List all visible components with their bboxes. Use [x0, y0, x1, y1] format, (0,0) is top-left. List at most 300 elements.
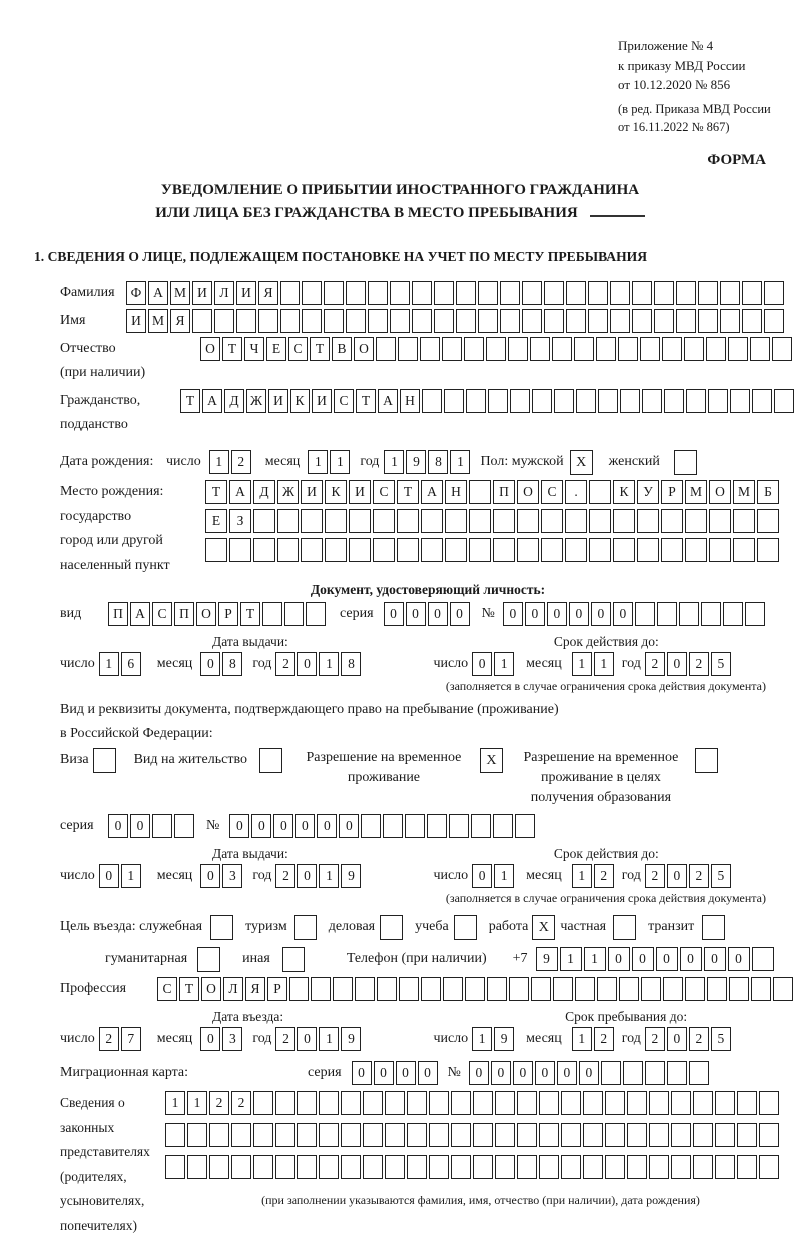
char-cell[interactable]	[605, 1123, 625, 1147]
char-cell[interactable]: 0	[667, 864, 687, 888]
char-cell[interactable]	[165, 1123, 185, 1147]
char-cell[interactable]	[493, 814, 513, 838]
char-cell[interactable]	[407, 1155, 427, 1179]
char-cell[interactable]: 0	[491, 1061, 511, 1085]
gender-male-checkbox[interactable]: X	[570, 450, 593, 475]
char-cell[interactable]: А	[148, 281, 168, 305]
char-cell[interactable]	[706, 337, 726, 361]
char-cell[interactable]	[635, 602, 655, 626]
char-cell[interactable]	[662, 337, 682, 361]
char-cell[interactable]: 0	[428, 602, 448, 626]
char-cell[interactable]: Р	[661, 480, 683, 504]
char-cell[interactable]	[429, 1091, 449, 1115]
visa-checkbox[interactable]	[93, 748, 116, 773]
char-cell[interactable]: 0	[200, 652, 220, 676]
char-cell[interactable]: Я	[170, 309, 190, 333]
char-cell[interactable]	[689, 1061, 709, 1085]
char-cell[interactable]	[642, 389, 662, 413]
char-cell[interactable]	[325, 509, 347, 533]
char-cell[interactable]: 1	[319, 864, 339, 888]
char-cell[interactable]	[693, 1123, 713, 1147]
char-cell[interactable]	[588, 281, 608, 305]
char-cell[interactable]	[588, 309, 608, 333]
char-cell[interactable]: 0	[557, 1061, 577, 1085]
char-cell[interactable]	[589, 480, 611, 504]
char-cell[interactable]	[757, 509, 779, 533]
purpose-transit-checkbox[interactable]	[702, 915, 725, 940]
char-cell[interactable]: 0	[608, 947, 630, 971]
char-cell[interactable]: Т	[180, 389, 200, 413]
char-cell[interactable]	[333, 977, 353, 1001]
char-cell[interactable]	[445, 509, 467, 533]
char-cell[interactable]	[632, 281, 652, 305]
char-cell[interactable]: 1	[572, 652, 592, 676]
char-cell[interactable]	[253, 509, 275, 533]
char-cell[interactable]: З	[229, 509, 251, 533]
char-cell[interactable]	[319, 1091, 339, 1115]
char-cell[interactable]	[667, 1061, 687, 1085]
char-cell[interactable]	[737, 1123, 757, 1147]
char-cell[interactable]	[610, 309, 630, 333]
char-cell[interactable]: А	[378, 389, 398, 413]
char-cell[interactable]: 0	[632, 947, 654, 971]
char-cell[interactable]: 1	[584, 947, 606, 971]
gender-female-checkbox[interactable]	[674, 450, 697, 475]
char-cell[interactable]: 2	[594, 1027, 614, 1051]
char-cell[interactable]: И	[312, 389, 332, 413]
char-cell[interactable]	[397, 509, 419, 533]
char-cell[interactable]	[165, 1155, 185, 1179]
char-cell[interactable]: С	[288, 337, 308, 361]
char-cell[interactable]	[601, 1061, 621, 1085]
char-cell[interactable]: 0	[525, 602, 545, 626]
char-cell[interactable]: 0	[569, 602, 589, 626]
char-cell[interactable]	[383, 814, 403, 838]
char-cell[interactable]	[405, 814, 425, 838]
char-cell[interactable]	[649, 1091, 669, 1115]
char-cell[interactable]: И	[126, 309, 146, 333]
char-cell[interactable]	[613, 509, 635, 533]
char-cell[interactable]	[733, 538, 755, 562]
char-cell[interactable]	[444, 389, 464, 413]
char-cell[interactable]: 8	[428, 450, 448, 474]
char-cell[interactable]: 6	[121, 652, 141, 676]
char-cell[interactable]: 1	[494, 652, 514, 676]
char-cell[interactable]	[209, 1123, 229, 1147]
char-cell[interactable]: Ж	[277, 480, 299, 504]
char-cell[interactable]	[671, 1123, 691, 1147]
char-cell[interactable]	[576, 389, 596, 413]
char-cell[interactable]	[407, 1091, 427, 1115]
char-cell[interactable]	[500, 281, 520, 305]
char-cell[interactable]: М	[685, 480, 707, 504]
char-cell[interactable]	[397, 538, 419, 562]
char-cell[interactable]	[742, 309, 762, 333]
char-cell[interactable]	[627, 1123, 647, 1147]
char-cell[interactable]	[640, 337, 660, 361]
char-cell[interactable]	[772, 337, 792, 361]
char-cell[interactable]	[605, 1155, 625, 1179]
purpose-other-checkbox[interactable]	[282, 947, 305, 972]
char-cell[interactable]	[443, 977, 463, 1001]
char-cell[interactable]	[752, 947, 774, 971]
char-cell[interactable]: 0	[472, 652, 492, 676]
char-cell[interactable]	[774, 389, 794, 413]
char-cell[interactable]: А	[202, 389, 222, 413]
char-cell[interactable]	[510, 389, 530, 413]
char-cell[interactable]	[589, 538, 611, 562]
char-cell[interactable]: И	[192, 281, 212, 305]
char-cell[interactable]: 1	[319, 652, 339, 676]
char-cell[interactable]	[486, 337, 506, 361]
char-cell[interactable]	[759, 1123, 779, 1147]
char-cell[interactable]: .	[565, 480, 587, 504]
char-cell[interactable]: М	[170, 281, 190, 305]
char-cell[interactable]	[421, 538, 443, 562]
char-cell[interactable]	[764, 281, 784, 305]
char-cell[interactable]: Т	[310, 337, 330, 361]
char-cell[interactable]	[412, 309, 432, 333]
char-cell[interactable]	[289, 977, 309, 1001]
char-cell[interactable]: 0	[297, 1027, 317, 1051]
char-cell[interactable]	[187, 1155, 207, 1179]
char-cell[interactable]: Ж	[246, 389, 266, 413]
char-cell[interactable]: К	[290, 389, 310, 413]
char-cell[interactable]: А	[130, 602, 150, 626]
char-cell[interactable]: 0	[339, 814, 359, 838]
char-cell[interactable]	[427, 814, 447, 838]
char-cell[interactable]	[493, 538, 515, 562]
char-cell[interactable]	[610, 281, 630, 305]
char-cell[interactable]: Т	[240, 602, 260, 626]
char-cell[interactable]: 2	[231, 450, 251, 474]
char-cell[interactable]	[355, 977, 375, 1001]
char-cell[interactable]: 0	[317, 814, 337, 838]
char-cell[interactable]	[566, 309, 586, 333]
char-cell[interactable]	[517, 1155, 537, 1179]
char-cell[interactable]	[174, 814, 194, 838]
char-cell[interactable]	[649, 1155, 669, 1179]
char-cell[interactable]	[385, 1155, 405, 1179]
char-cell[interactable]	[495, 1123, 515, 1147]
char-cell[interactable]	[363, 1123, 383, 1147]
char-cell[interactable]: 2	[689, 1027, 709, 1051]
char-cell[interactable]	[709, 509, 731, 533]
char-cell[interactable]	[449, 814, 469, 838]
char-cell[interactable]: И	[236, 281, 256, 305]
char-cell[interactable]	[618, 337, 638, 361]
char-cell[interactable]: 2	[645, 1027, 665, 1051]
char-cell[interactable]	[530, 337, 550, 361]
char-cell[interactable]	[390, 309, 410, 333]
char-cell[interactable]	[451, 1091, 471, 1115]
char-cell[interactable]	[324, 281, 344, 305]
char-cell[interactable]	[253, 538, 275, 562]
char-cell[interactable]	[539, 1123, 559, 1147]
char-cell[interactable]: Я	[258, 281, 278, 305]
char-cell[interactable]	[399, 977, 419, 1001]
char-cell[interactable]	[554, 389, 574, 413]
char-cell[interactable]	[421, 509, 443, 533]
char-cell[interactable]	[637, 509, 659, 533]
char-cell[interactable]: А	[421, 480, 443, 504]
purpose-study-checkbox[interactable]	[454, 915, 477, 940]
char-cell[interactable]	[685, 509, 707, 533]
char-cell[interactable]	[701, 602, 721, 626]
char-cell[interactable]: М	[148, 309, 168, 333]
char-cell[interactable]: 0	[251, 814, 271, 838]
char-cell[interactable]: 0	[108, 814, 128, 838]
char-cell[interactable]	[420, 337, 440, 361]
char-cell[interactable]: Н	[445, 480, 467, 504]
char-cell[interactable]: К	[325, 480, 347, 504]
char-cell[interactable]	[605, 1091, 625, 1115]
char-cell[interactable]: 0	[469, 1061, 489, 1085]
char-cell[interactable]: 2	[645, 864, 665, 888]
char-cell[interactable]	[469, 509, 491, 533]
char-cell[interactable]	[661, 509, 683, 533]
char-cell[interactable]: 1	[99, 652, 119, 676]
char-cell[interactable]: Д	[224, 389, 244, 413]
char-cell[interactable]: 2	[645, 652, 665, 676]
char-cell[interactable]	[598, 389, 618, 413]
char-cell[interactable]	[686, 389, 706, 413]
char-cell[interactable]	[205, 538, 227, 562]
char-cell[interactable]: Р	[267, 977, 287, 1001]
char-cell[interactable]	[275, 1091, 295, 1115]
char-cell[interactable]: 0	[406, 602, 426, 626]
char-cell[interactable]	[277, 509, 299, 533]
char-cell[interactable]	[473, 1155, 493, 1179]
char-cell[interactable]	[671, 1091, 691, 1115]
char-cell[interactable]	[275, 1155, 295, 1179]
char-cell[interactable]: 9	[406, 450, 426, 474]
char-cell[interactable]: 9	[536, 947, 558, 971]
char-cell[interactable]	[720, 281, 740, 305]
char-cell[interactable]: 7	[121, 1027, 141, 1051]
char-cell[interactable]	[275, 1123, 295, 1147]
char-cell[interactable]	[517, 1091, 537, 1115]
char-cell[interactable]	[434, 281, 454, 305]
char-cell[interactable]	[715, 1155, 735, 1179]
char-cell[interactable]: С	[373, 480, 395, 504]
char-cell[interactable]	[708, 389, 728, 413]
char-cell[interactable]	[349, 538, 371, 562]
char-cell[interactable]	[412, 281, 432, 305]
char-cell[interactable]	[539, 1091, 559, 1115]
char-cell[interactable]: Л	[223, 977, 243, 1001]
char-cell[interactable]: 0	[472, 864, 492, 888]
char-cell[interactable]	[363, 1155, 383, 1179]
char-cell[interactable]	[730, 389, 750, 413]
char-cell[interactable]	[728, 337, 748, 361]
char-cell[interactable]	[561, 1155, 581, 1179]
char-cell[interactable]: 8	[341, 652, 361, 676]
char-cell[interactable]	[685, 977, 705, 1001]
char-cell[interactable]: И	[268, 389, 288, 413]
char-cell[interactable]	[311, 977, 331, 1001]
char-cell[interactable]	[552, 337, 572, 361]
char-cell[interactable]	[752, 389, 772, 413]
char-cell[interactable]	[597, 977, 617, 1001]
char-cell[interactable]	[473, 1123, 493, 1147]
char-cell[interactable]	[737, 1091, 757, 1115]
char-cell[interactable]: С	[541, 480, 563, 504]
char-cell[interactable]	[627, 1091, 647, 1115]
char-cell[interactable]	[509, 977, 529, 1001]
char-cell[interactable]	[277, 538, 299, 562]
char-cell[interactable]	[657, 602, 677, 626]
char-cell[interactable]	[469, 480, 491, 504]
char-cell[interactable]	[750, 337, 770, 361]
char-cell[interactable]	[583, 1123, 603, 1147]
char-cell[interactable]	[302, 309, 322, 333]
char-cell[interactable]	[493, 509, 515, 533]
char-cell[interactable]	[589, 509, 611, 533]
char-cell[interactable]	[377, 977, 397, 1001]
char-cell[interactable]	[654, 281, 674, 305]
char-cell[interactable]: 0	[295, 814, 315, 838]
char-cell[interactable]	[637, 538, 659, 562]
char-cell[interactable]	[456, 309, 476, 333]
char-cell[interactable]	[623, 1061, 643, 1085]
char-cell[interactable]	[319, 1123, 339, 1147]
char-cell[interactable]: В	[332, 337, 352, 361]
char-cell[interactable]	[517, 509, 539, 533]
char-cell[interactable]	[469, 538, 491, 562]
char-cell[interactable]	[583, 1155, 603, 1179]
purpose-private-checkbox[interactable]	[613, 915, 636, 940]
char-cell[interactable]	[363, 1091, 383, 1115]
char-cell[interactable]	[539, 1155, 559, 1179]
char-cell[interactable]	[544, 281, 564, 305]
char-cell[interactable]	[757, 538, 779, 562]
char-cell[interactable]: С	[334, 389, 354, 413]
char-cell[interactable]	[742, 281, 762, 305]
char-cell[interactable]	[302, 281, 322, 305]
char-cell[interactable]	[759, 1155, 779, 1179]
char-cell[interactable]: 1	[594, 652, 614, 676]
char-cell[interactable]	[262, 602, 282, 626]
char-cell[interactable]	[517, 538, 539, 562]
char-cell[interactable]	[709, 538, 731, 562]
char-cell[interactable]: 2	[209, 1091, 229, 1115]
char-cell[interactable]	[693, 1091, 713, 1115]
char-cell[interactable]: 1	[560, 947, 582, 971]
char-cell[interactable]	[649, 1123, 669, 1147]
char-cell[interactable]	[495, 1091, 515, 1115]
char-cell[interactable]	[341, 1155, 361, 1179]
char-cell[interactable]: И	[349, 480, 371, 504]
char-cell[interactable]	[390, 281, 410, 305]
char-cell[interactable]: И	[301, 480, 323, 504]
char-cell[interactable]: 1	[472, 1027, 492, 1051]
char-cell[interactable]: 0	[450, 602, 470, 626]
residence-permit-checkbox[interactable]	[259, 748, 282, 773]
char-cell[interactable]	[297, 1123, 317, 1147]
char-cell[interactable]: 9	[494, 1027, 514, 1051]
char-cell[interactable]	[421, 977, 441, 1001]
char-cell[interactable]: Т	[222, 337, 242, 361]
char-cell[interactable]: 9	[341, 1027, 361, 1051]
char-cell[interactable]	[471, 814, 491, 838]
char-cell[interactable]	[442, 337, 462, 361]
char-cell[interactable]: Д	[253, 480, 275, 504]
char-cell[interactable]	[301, 509, 323, 533]
char-cell[interactable]: Ч	[244, 337, 264, 361]
char-cell[interactable]	[508, 337, 528, 361]
char-cell[interactable]: 1	[308, 450, 328, 474]
char-cell[interactable]	[574, 337, 594, 361]
char-cell[interactable]	[373, 538, 395, 562]
char-cell[interactable]: 0	[513, 1061, 533, 1085]
char-cell[interactable]	[715, 1123, 735, 1147]
char-cell[interactable]: О	[517, 480, 539, 504]
char-cell[interactable]	[368, 281, 388, 305]
char-cell[interactable]	[522, 309, 542, 333]
char-cell[interactable]: О	[354, 337, 374, 361]
char-cell[interactable]: М	[733, 480, 755, 504]
char-cell[interactable]	[487, 977, 507, 1001]
char-cell[interactable]: 0	[591, 602, 611, 626]
char-cell[interactable]	[464, 337, 484, 361]
char-cell[interactable]: 0	[229, 814, 249, 838]
char-cell[interactable]	[361, 814, 381, 838]
char-cell[interactable]	[745, 602, 765, 626]
char-cell[interactable]: 1	[384, 450, 404, 474]
char-cell[interactable]	[434, 309, 454, 333]
char-cell[interactable]	[661, 538, 683, 562]
char-cell[interactable]	[707, 977, 727, 1001]
char-cell[interactable]	[478, 281, 498, 305]
temp-residence-checkbox[interactable]: X	[480, 748, 503, 773]
char-cell[interactable]: 5	[711, 652, 731, 676]
char-cell[interactable]	[385, 1091, 405, 1115]
char-cell[interactable]	[258, 309, 278, 333]
char-cell[interactable]	[346, 281, 366, 305]
char-cell[interactable]: Т	[356, 389, 376, 413]
char-cell[interactable]	[565, 509, 587, 533]
char-cell[interactable]	[284, 602, 304, 626]
char-cell[interactable]	[187, 1123, 207, 1147]
char-cell[interactable]	[664, 389, 684, 413]
char-cell[interactable]	[561, 1123, 581, 1147]
char-cell[interactable]	[645, 1061, 665, 1085]
char-cell[interactable]: 0	[680, 947, 702, 971]
char-cell[interactable]	[759, 1091, 779, 1115]
char-cell[interactable]	[297, 1091, 317, 1115]
char-cell[interactable]	[583, 1091, 603, 1115]
char-cell[interactable]: 2	[689, 652, 709, 676]
char-cell[interactable]	[451, 1155, 471, 1179]
char-cell[interactable]: П	[493, 480, 515, 504]
char-cell[interactable]	[456, 281, 476, 305]
temp-residence-edu-checkbox[interactable]	[695, 748, 718, 773]
char-cell[interactable]	[451, 1123, 471, 1147]
char-cell[interactable]	[422, 389, 442, 413]
char-cell[interactable]	[214, 309, 234, 333]
char-cell[interactable]	[627, 1155, 647, 1179]
char-cell[interactable]	[575, 977, 595, 1001]
char-cell[interactable]	[632, 309, 652, 333]
char-cell[interactable]: Т	[179, 977, 199, 1001]
char-cell[interactable]	[729, 977, 749, 1001]
char-cell[interactable]: 0	[728, 947, 750, 971]
char-cell[interactable]: 2	[275, 1027, 295, 1051]
char-cell[interactable]	[566, 281, 586, 305]
char-cell[interactable]: 1	[572, 864, 592, 888]
char-cell[interactable]: 0	[418, 1061, 438, 1085]
